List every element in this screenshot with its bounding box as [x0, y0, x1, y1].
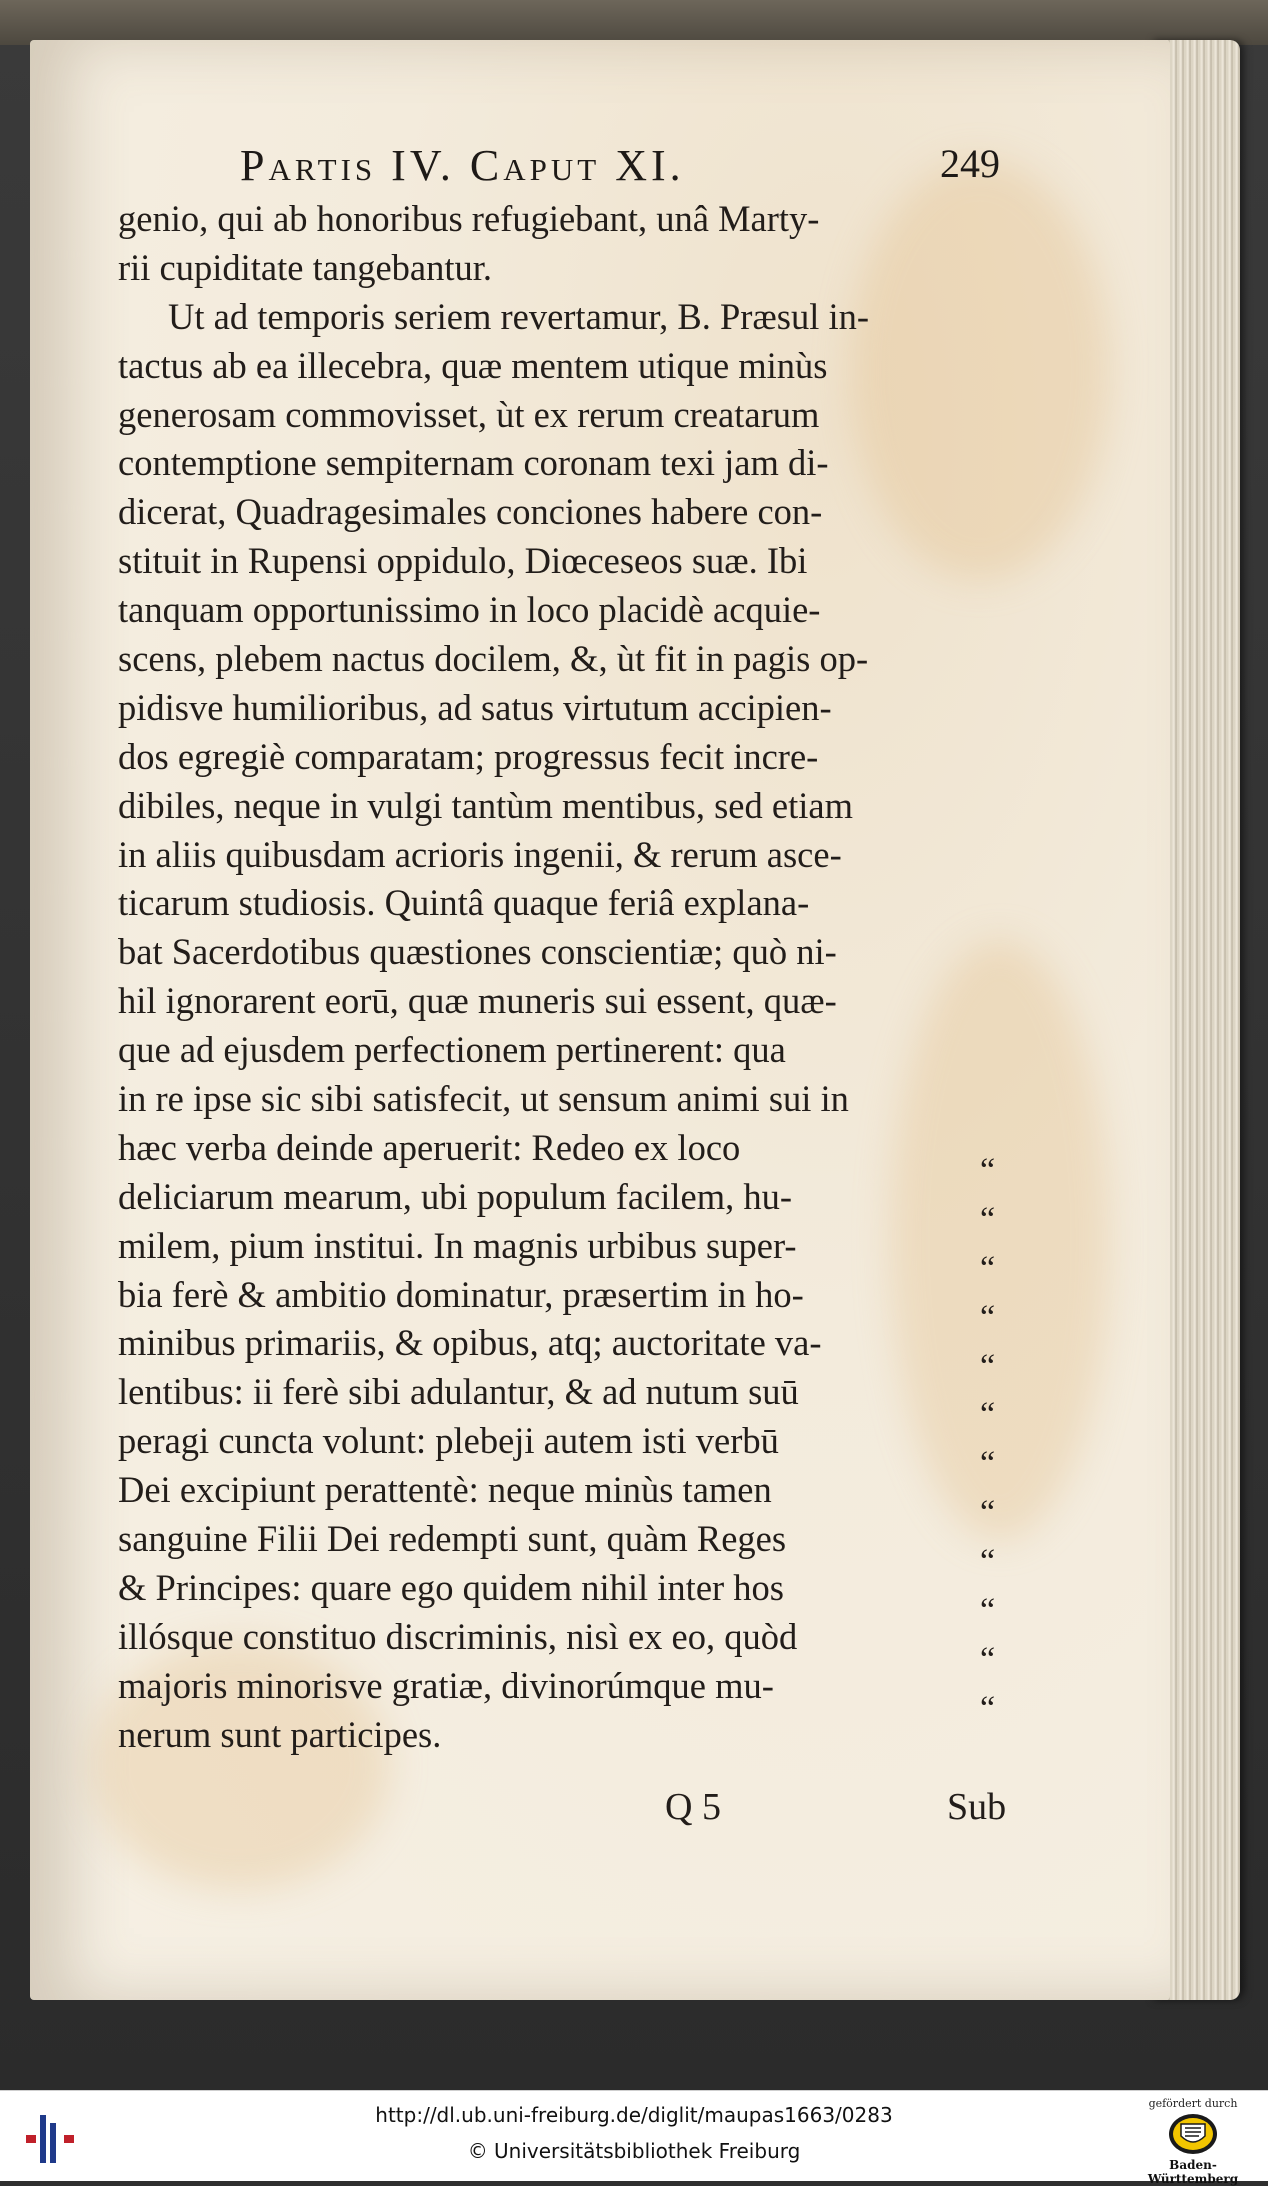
text-line: illósque constituo discriminis, nisì ex eo, quòd [118, 1615, 798, 1657]
text-line: Dei excipiunt perattentè: neque minùs tamen [118, 1469, 772, 1511]
text-line: rii cupiditate tangebantur. [118, 246, 493, 288]
text-line: ticarum studiosis. Quintâ quaque feriâ explana- [118, 882, 810, 924]
quote-mark: “ [980, 1152, 996, 1189]
text-line: genio, qui ab honoribus refugiebant, unâ Marty- [118, 198, 820, 239]
quote-mark: “ [980, 1592, 996, 1630]
text-line: scens, plebem nactus docilem, &, ùt fit in pagis op- [118, 638, 869, 680]
text-line: minibus primariis, & opibus, atq; auctoritate va- [118, 1322, 822, 1364]
text-line: bat Sacerdotibus quæstiones conscientiæ; quò ni- [118, 931, 837, 973]
quote-mark: “ [980, 1200, 996, 1238]
page-number: 249 [940, 141, 1000, 186]
quote-mark: “ [980, 1298, 996, 1336]
permalink-url[interactable]: http://dl.ub.uni-freiburg.de/diglit/maupas1663/0283 [375, 2103, 893, 2127]
text-line: hil ignorarent eorū, quæ muneris sui essent, quæ- [118, 980, 837, 1022]
quote-mark: “ [980, 1543, 996, 1581]
text-line: in re ipse sic sibi satisfecit, ut sensum animi sui in [118, 1078, 849, 1120]
body-text [118, 195, 998, 1760]
text-line: majoris minorisve gratiæ, divinorúmque mu- [118, 1664, 774, 1706]
text-line: dos egregiè comparatam; progressus fecit incre- [118, 735, 819, 777]
quote-mark: “ [980, 1396, 996, 1434]
quote-mark: “ [980, 1640, 996, 1678]
text-line: pidisve humilioribus, ad satus virtutum accipien- [118, 686, 832, 728]
copyright-notice: © Universitätsbibliothek Freiburg [467, 2139, 801, 2163]
quotation-marks-column [980, 1147, 1020, 1734]
text-line: hæc verba deinde aperuerit: Redeo ex loco [118, 1126, 741, 1168]
text-line: in aliis quibusdam acrioris ingenii, & rerum asce- [118, 833, 842, 875]
footer-bar [0, 2090, 1268, 2186]
text-line: bia ferè & ambitio dominatur, præsertim in ho- [118, 1273, 804, 1315]
text-line: tactus ab ea illecebra, quæ mentem utique minùs [118, 344, 828, 386]
text-line: generosam commovisset, ùt ex rerum creatarum [118, 393, 820, 435]
running-header [240, 140, 1000, 200]
quote-mark: “ [980, 1249, 996, 1287]
text-line: que ad ejusdem perfectionem pertinerent: qua [118, 1029, 786, 1071]
text-line: stituit in Rupensi oppidulo, Diœceseos suæ. Ibi [118, 540, 808, 582]
signature-mark: Q 5 [665, 1786, 721, 1828]
state-coat-of-arms-icon [1167, 2112, 1219, 2156]
text-line: deliciarum mearum, ubi populum facilem, hu- [118, 1175, 793, 1217]
text-line: lentibus: ii ferè sibi adulantur, & ad nutum suū [118, 1371, 799, 1413]
catchword: Sub [947, 1786, 1007, 1828]
sponsor-name: Baden-Württemberg [1147, 2158, 1239, 2186]
text-line: & Principes: quare ego quidem nihil inter hos [118, 1566, 785, 1608]
text-line: contemptione sempiternam coronam texi jam di- [118, 442, 829, 484]
text-line: Ut ad temporis seriem revertamur, B. Præsul in- [168, 295, 870, 337]
text-line: milem, pium institui. In magnis urbibus super- [118, 1224, 797, 1266]
sponsor-block [1128, 2095, 1258, 2186]
text-line: sanguine Filii Dei redempti sunt, quàm Reges [118, 1518, 787, 1560]
text-line: nerum sunt participes. [118, 1713, 442, 1755]
quote-mark: “ [980, 1689, 996, 1727]
quote-mark: “ [980, 1347, 996, 1385]
quote-mark: “ [980, 1494, 996, 1532]
text-line: peragi cuncta volunt: plebeji autem isti verbū [118, 1420, 779, 1462]
text-line: tanquam opportunissimo in loco placidè acquie- [118, 589, 821, 631]
header-title: Partis IV. Caput XI. [240, 141, 685, 190]
text-line: dicerat, Quadragesimales conciones habere con- [118, 491, 823, 533]
quote-mark: “ [980, 1445, 996, 1483]
sponsor-caption: gefördert durch [1148, 2097, 1238, 2110]
text-line: dibiles, neque in vulgi tantùm mentibus, sed etiam [118, 784, 853, 826]
book-cover-top [0, 0, 1268, 45]
